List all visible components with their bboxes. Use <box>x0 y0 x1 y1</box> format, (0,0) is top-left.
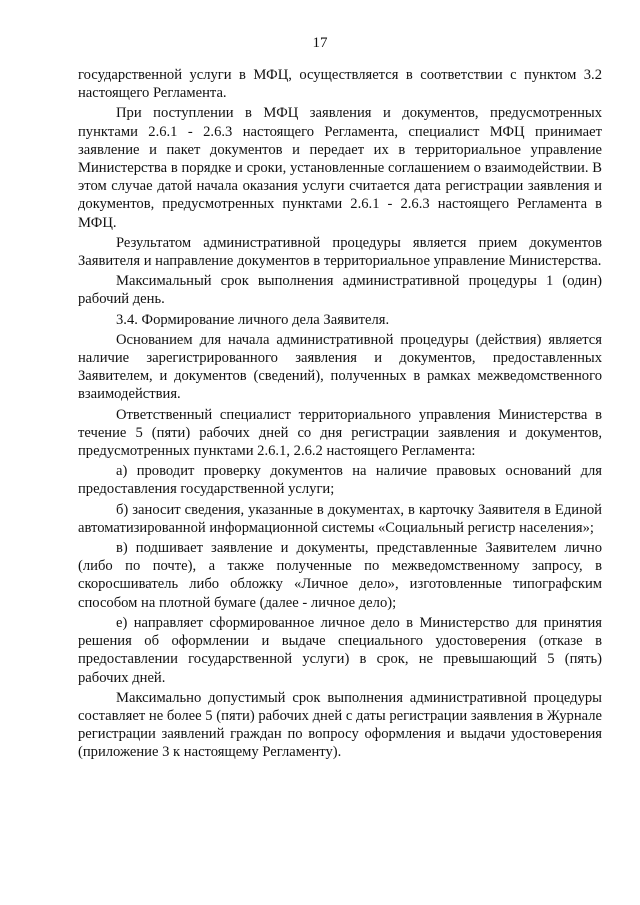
paragraph-procedure-result: Результатом административной процедуры является прием документов Заявителя и направление документов в территориальное управление Министерства. <box>78 234 602 270</box>
paragraph-grounds: Основанием для начала административной процедуры (действия) является наличие зарегистрированного заявления и документов, предоставленных Заявителем, и документов (сведений), полученных в рамках межведомственного взаимодействия. <box>78 331 602 403</box>
list-item-b: б) заносит сведения, указанные в документах, в карточку Заявителя в Единой автоматизированной информационной системы «Социальный регистр населения»; <box>78 501 602 536</box>
paragraph-mfc-receipt: При поступлении в МФЦ заявления и документов, предусмотренных пунктами 2.6.1 - 2.6.3 настоящего Регламента, специалист МФЦ принимает заявление и пакет документов и передает их в территориальное управление Министерства в порядке и сроки, установленные соглашением о взаимодействии. В этом случае датой начала оказания услуги считается дата регистрации заявления и документов, предусмотренных пунктами 2.6.1 - 2.6.3 настоящего Регламента в МФЦ. <box>78 105 602 231</box>
paragraph-max-term-1: Максимальный срок выполнения административной процедуры 1 (один) рабочий день. <box>78 273 602 308</box>
list-item-e: е) направляет сформированное личное дело в Министерство для принятия решения об оформлении и выдаче специального удостоверения (отказе в предоставлении государственной услуги) в срок, не превышающий 5 (пять) рабочих дней. <box>78 614 602 686</box>
paragraph-continuation: государственной услуги в МФЦ, осуществляется в соответствии с пунктом 3.2 настоящего Регламента. <box>78 67 602 102</box>
document-body <box>78 66 602 764</box>
paragraph-responsible-specialist: Ответственный специалист территориального управления Министерства в течение 5 (пяти) рабочих дней со дня регистрации заявления и документов, предусмотренных пунктами 2.6.1, 2.6.2 настоящего Регламента: <box>78 406 602 460</box>
list-item-v: в) подшивает заявление и документы, представленные Заявителем лично (либо по почте), а также полученные по межведомственному запросу, в скоросшиватель либо обложку «Личное дело», изготовленные типографским способом на плотной бумаге (далее - личное дело); <box>78 540 602 611</box>
list-item-a: а) проводит проверку документов на наличие правовых оснований для предоставления государственной услуги; <box>78 463 602 498</box>
page-number: 17 <box>312 35 328 51</box>
section-heading-3-4: 3.4. Формирование личного дела Заявителя. <box>116 311 390 328</box>
paragraph-max-term-5: Максимально допустимый срок выполнения административной процедуры составляет не более 5 (пяти) рабочих дней с даты регистрации заявления в Журнале регистрации заявлений граждан по вопросу оформления и выдачи удостоверения (приложение 3 к настоящему Регламенту). <box>78 689 602 761</box>
